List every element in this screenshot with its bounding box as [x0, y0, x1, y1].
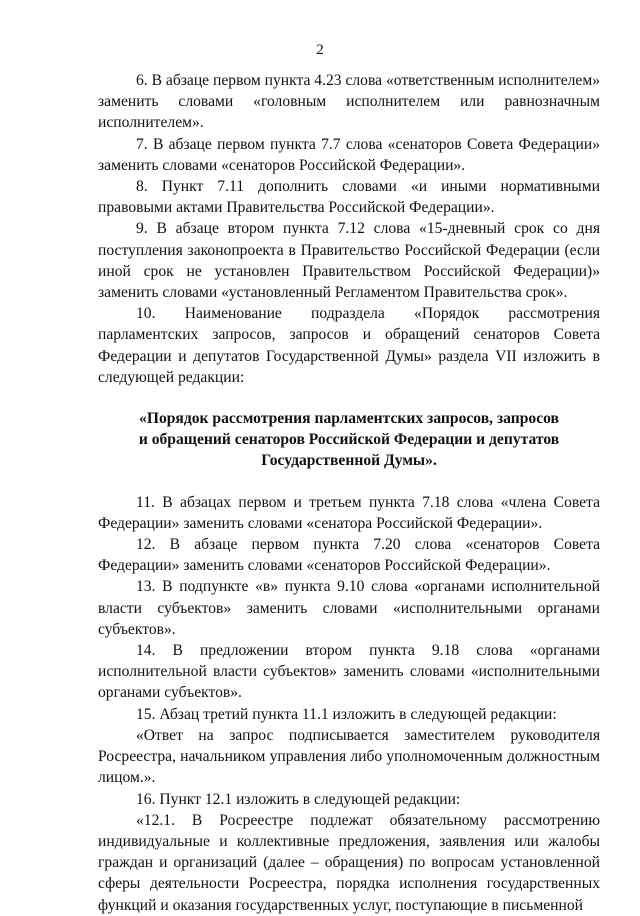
heading-line: Государственной Думы».	[261, 452, 437, 470]
quoted-text: «12.1. В Росреестре подлежат обязательному рассмотрению индивидуальные и коллективные предложения, заявления или жалобы граждан и организаций (далее – обращения) по вопросам установленной сферы деятельности Росреестра, порядка исполнения государственных функций и оказания государственных услуг, поступающие в письменной	[98, 811, 600, 914]
heading-line: «Порядок рассмотрения парламентских запросов, запросов	[139, 410, 559, 428]
page-number: 2	[316, 42, 324, 58]
paragraph-item-7: 7. В абзаце первом пункта 7.7 слова «сенаторов Совета Федерации» заменить словами «сенаторов Российской Федерации».	[98, 135, 600, 174]
paragraph-item-16: 16. Пункт 12.1 изложить в следующей редакции:	[136, 790, 461, 808]
paragraph-item-10: 10. Наименование подраздела «Порядок рассмотрения парламентских запросов, запросов и обращений сенаторов Совета Федерации и депутатов Государственной Думы» раздела VII изложить в следующей редакции:	[98, 305, 600, 386]
document-body	[98, 70, 600, 916]
paragraph-item-13: 13. В подпункте «в» пункта 9.10 слова «органами исполнительной власти субъектов» заменить словами «исполнительными органами субъектов».	[98, 578, 600, 638]
paragraph-item-14: 14. В предложении втором пункта 9.18 слова «органами исполнительной власти субъектов» заменить словами «исполнительными органами субъектов».	[98, 642, 600, 702]
paragraph-item-9: 9. В абзаце втором пункта 7.12 слова «15-дневный срок со дня поступления законопроекта в Правительство Российской Федерации (если иной срок не установлен Правительством Российской Федерации)» заменить словами «установленный Регламентом Правительства срок».	[98, 220, 600, 302]
paragraph-item-12: 12. В абзаце первом пункта 7.20 слова «сенаторов Совета Федерации» заменить словами «сенаторов Российской Федерации».	[98, 536, 600, 575]
paragraph-item-11: 11. В абзацах первом и третьем пункта 7.18 слова «члена Совета Федерации» заменить словами «сенатора Российской Федерации».	[98, 493, 600, 532]
paragraph-item-15: 15. Абзац третий пункта 11.1 изложить в следующей редакции:	[136, 705, 557, 723]
subsection-heading	[98, 408, 600, 472]
heading-line: и обращений сенаторов Российской Федерации и депутатов	[138, 431, 560, 449]
paragraph-item-6: 6. В абзаце первом пункта 4.23 слова «ответственным исполнителем» заменить словами «головным исполнителем или равнозначным исполнителем».	[98, 72, 600, 132]
quoted-text: «Ответ на запрос подписывается заместителем руководителя Росреестра, начальником управления либо уполномоченным должностным лицом.».	[98, 726, 600, 787]
paragraph-item-8: 8. Пункт 7.11 дополнить словами «и иными нормативными правовыми актами Правительства Российской Федерации».	[98, 178, 600, 217]
